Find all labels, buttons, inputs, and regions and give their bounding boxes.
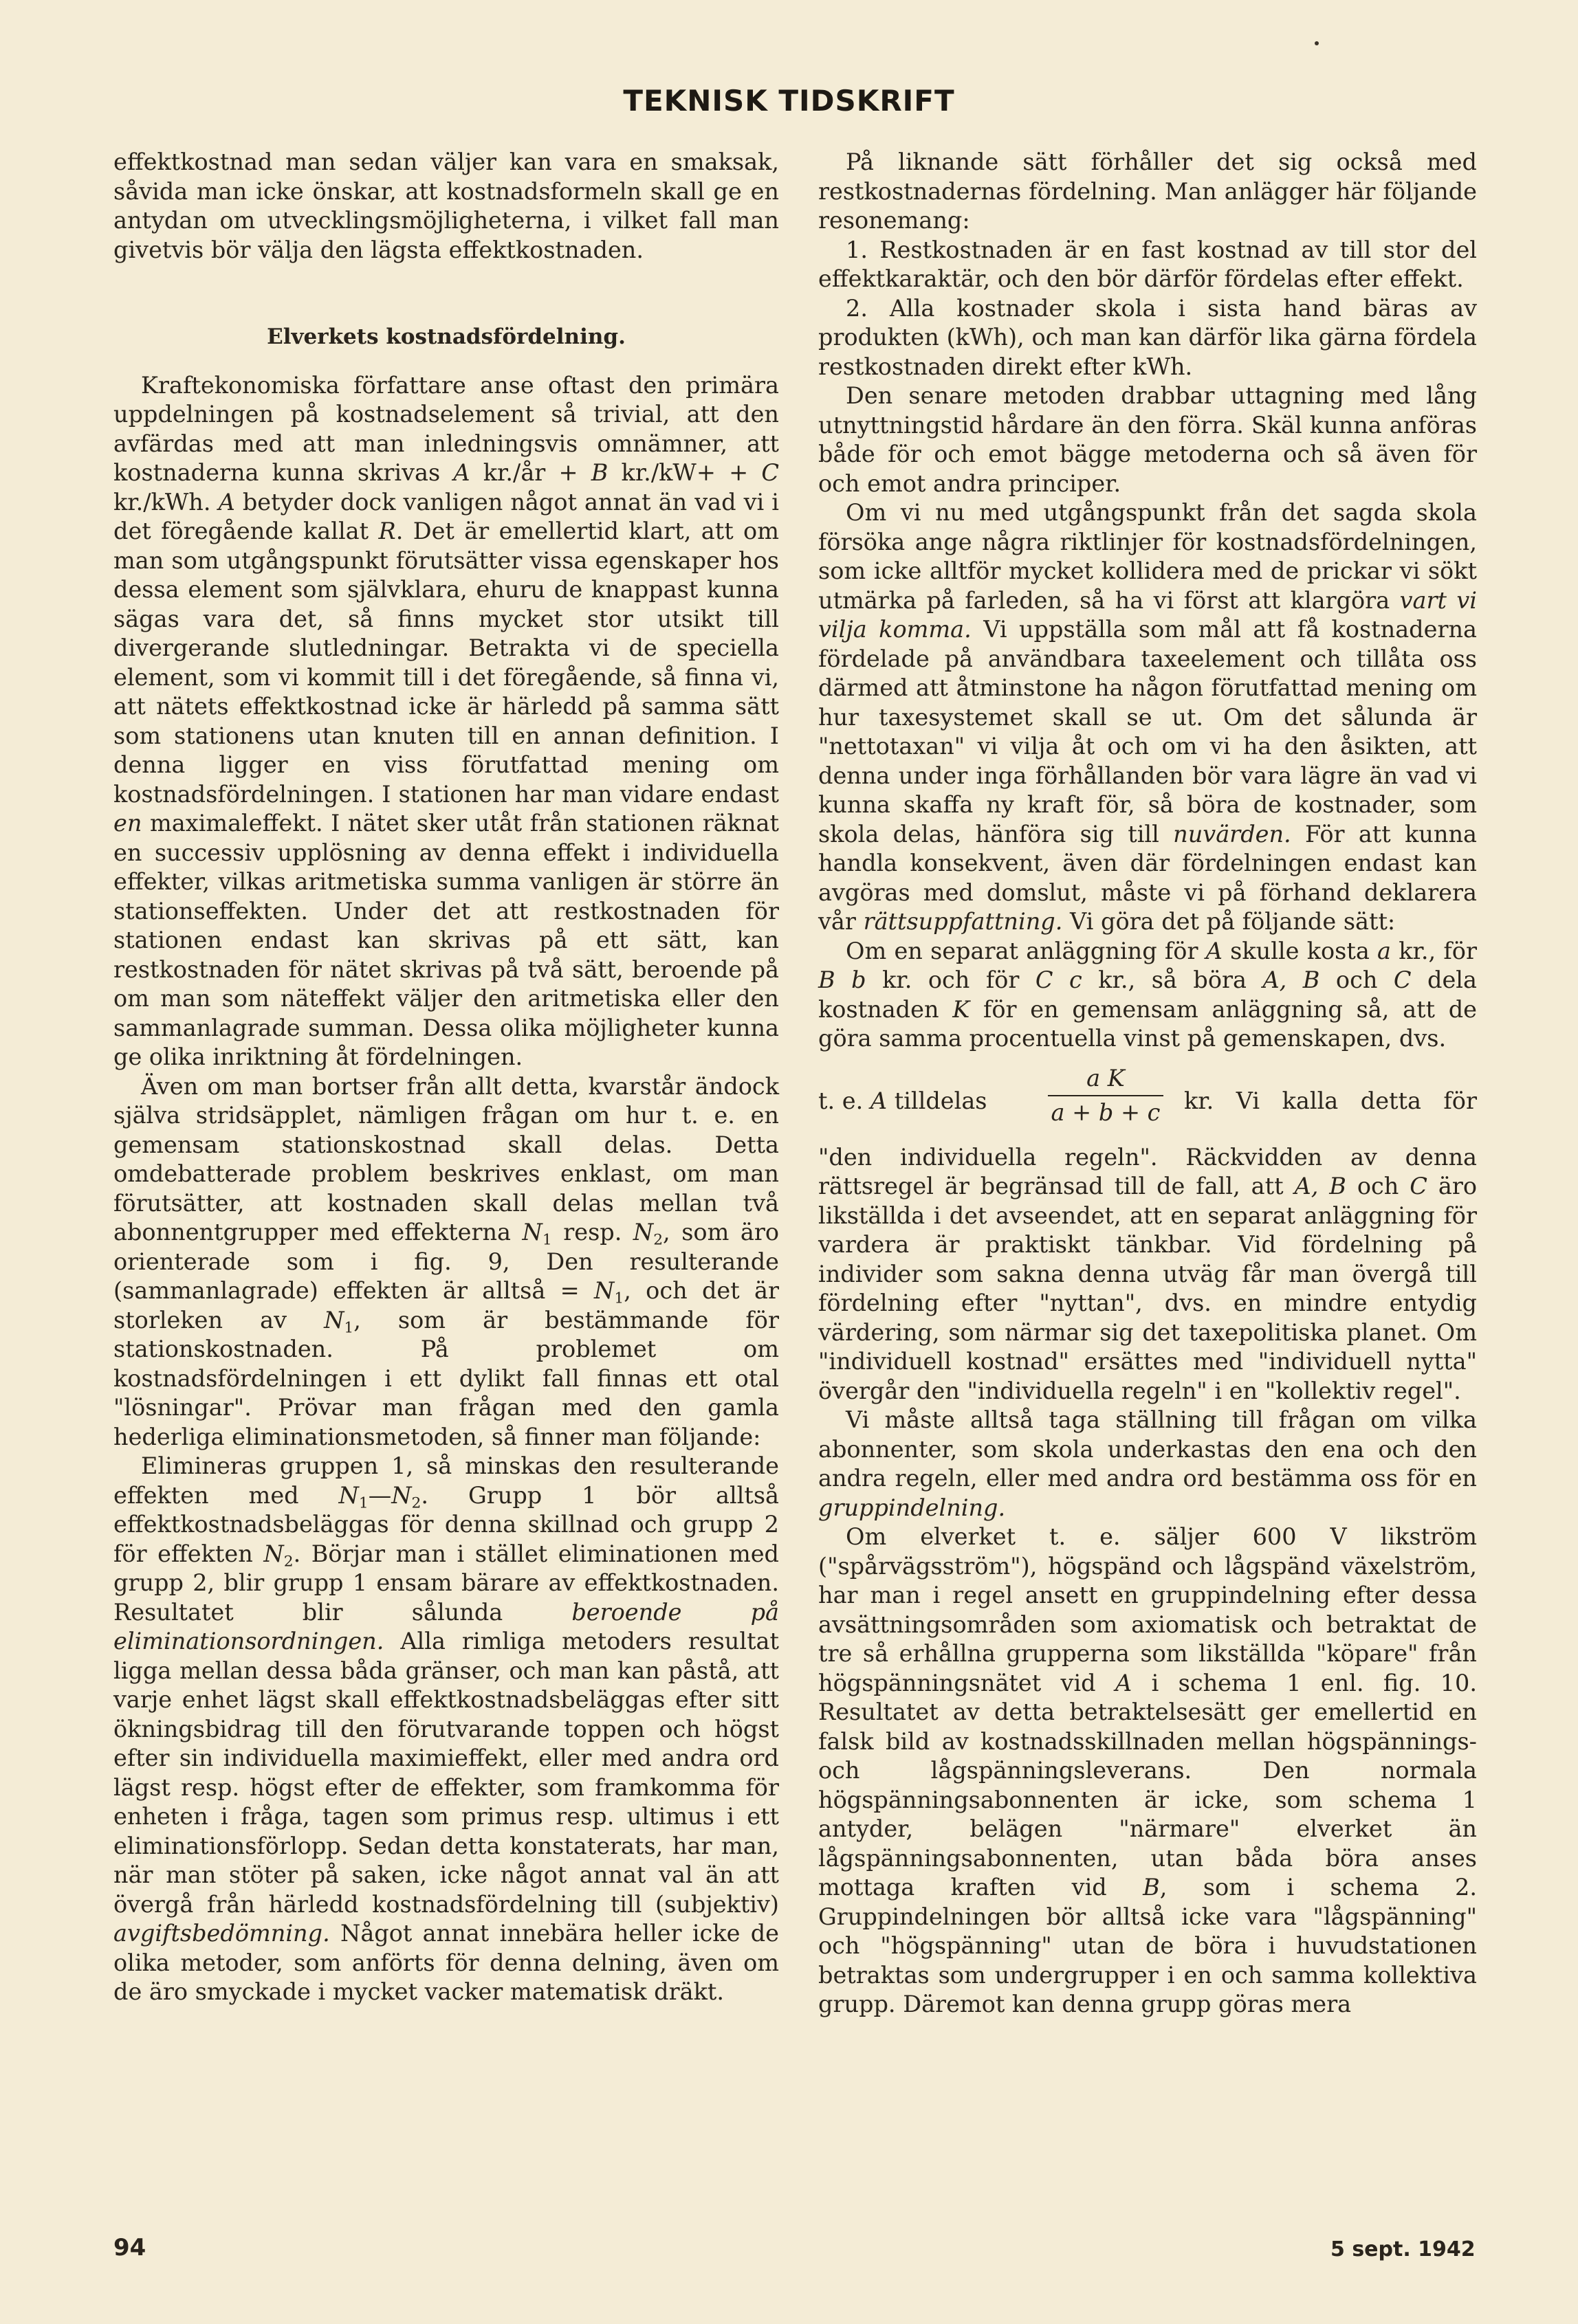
paragraph: Kraftekonomiska författare anse oftast den primära uppdelningen på kostnadselement så trivial, att den avfärdas med att man inledningsvis omnämner, att kostnaderna kunna skrivas A kr./år + B kr./kW+ + C kr./kWh. A betyder dock vanligen något annat än vad vi i det föregående kallat R. Det är emellertid klart, att om man som utgångspunkt förutsätter vissa egenskaper hos dessa element som självklara, ehuru de knappast kunna sägas vara det, så finns mycket stor utsikt till divergerande slutledningar. Betrakta vi de speciella element, som vi kommit till i det föregående, så finna vi, att nätets effektkostnad icke är härledd på samma sätt som stationens utan knuten till en annan definition. I denna ligger en viss förutfattad mening om kostnadsfördelningen. I stationen har man vidare endast en maximaleffekt. I nätet sker utåt från stationen räknat en successiv upplösning av denna effekt i individuella effekter, vilkas aritmetiska summa vanligen är större än stationseffekten. Under det att restkostnaden för stationen endast kan skrivas på ett sätt, kan restkostnaden för nätet skrivas på två sätt, beroende på om man som näteffekt väljer den aritmetiska eller den sammanlagrade summan. Dessa olika möjligheter kunna ge olika inriktning åt fördelningen. (113, 371, 779, 1070)
formula-lead: t. e. A tilldelas (818, 1087, 987, 1114)
paragraph: Elimineras gruppen 1, så minskas den resulterande effekten med $N_1—N_2$. Grupp 1 bör alltså effektkostnadsbeläggas för denna skillnad och grupp 2 för effekten $N_2$. Börjar man i stället eliminationen med grupp 2, blir grupp 1 ensam bärare av effektkostnaden. Resultatet blir sålunda beroende på eliminationsordningen. Alla rimliga metoders resultat ligga mellan dessa båda gränser, och man kan påstå, att varje enhet lägst skall effektkostnadsbeläggas efter sitt ökningsbidrag till den förutvarande toppen och högst efter sin individuella maximieffekt, eller med andra ord lägst resp. högst efter de effekter, som framkomma för enheten i fråga, tagen som primus resp. ultimus i ett eliminationsförlopp. Sedan detta konstaterats, har man, när man stöter på saken, icke något annat val än att övergå från härledd kostnadsfördelning till (subjektiv) avgiftsbedömning. Något annat innebära heller icke de olika metoder, som anförts för denna delning, även om de äro smyckade i mycket vacker matematisk dräkt. (113, 1452, 779, 2005)
formula-tail: kr. Vi kalla detta för (1184, 1087, 1477, 1114)
paragraph: "den individuella regeln". Räckvidden av denna rättsregel är begränsad till de fall, att A, B och C äro likställda i det avseendet, att en separat anläggning för vardera är praktiskt tänkbar. Vid fördelning på individer som sakna denna utväg får man övergå till fördelning efter "nyttan", dvs. en mindre entydig värdering, som närmar sig det taxepolitiska planet. Om "individuell kostnad" ersättes med "individuell nytta" övergår den "individuella regeln" i en "kollektiv regel". (818, 1143, 1478, 1404)
paragraph: Även om man bortser från allt detta, kvarstår ändock själva stridsäpplet, nämligen frågan om hur t. e. en gemensam stationskostnad skall delas. Detta omdebatterade problem beskrives enklast, om man förutsätter, att kostnaden skall delas mellan två abonnentgrupper med effekterna $N_1$ resp. $N_2$, som äro orienterade som i fig. 9, Den resulterande (sammanlagrade) effekten är alltså = $N_1$, och det är storleken av $N_1$, som är bestämmande för stationskostnaden. På problemet om kostnadsfördelningen i ett dylikt fall finnas ett otal "lösningar". Prövar man frågan med den gamla hederliga eliminationsmetoden, så finner man följande: (113, 1072, 780, 1450)
fraction-bar (1048, 1095, 1163, 1096)
paragraph: På liknande sätt förhåller det sig också med restkostnadernas fördelning. Man anlägger här följande resonemang: (818, 148, 1477, 234)
journal-masthead: TEKNISK TIDSKRIFT (623, 84, 955, 118)
paragraph: Om vi nu med utgångspunkt från det sagda skola försöka ange några riktlinjer för kostnadsfördelningen, som icke alltför mycket kollidera med de prickar vi sökt utmärka på farleden, så ha vi först att klargöra vart vi vilja komma. Vi uppställa som mål att få kostnaderna fördelade på användbara taxeelement och tillåta oss därmed att åtminstone ha någon förutfattad mening om hur taxesystemet skall se ut. Om det sålunda är "nettotaxan" vi vilja åt och om vi ha den åsikten, att denna under inga förhållanden bör vara lägre än vad vi kunna skaffa ny kraft för, så böra de kostnader, som skola delas, hänföra sig till nuvärden. För att kunna handla konsekvent, även där fördelningen endast kan avgöras med domslut, måste vi på förhand deklarera vår rättsuppfattning. Vi göra det på följande sätt: (818, 499, 1478, 935)
formula-fraction (1044, 1063, 1168, 1128)
paragraph: Den senare metoden drabbar uttagning med lång utnyttningstid hårdare än den förra. Skäl kunna anföras både för och emot bägge metoderna och så även för och emot andra principer. (818, 382, 1477, 497)
paragraph: Vi måste alltså taga ställning till frågan om vilka abonnenter, som skola underkastas den ena och den andra regeln, eller med andra ord bestämma oss för en gruppindelning. (818, 1406, 1477, 1521)
paragraph: effektkostnad man sedan väljer kan vara en smaksak, såvida man icke önskar, att kostnadsformeln skall ge en antydan om utvecklingsmöjligheterna, i vilket fall man givetvis bör välja den lägsta effektkostnaden. (113, 148, 779, 263)
print-speck (1315, 41, 1319, 45)
section-heading: Elverkets kostnadsfördelning. (267, 324, 626, 349)
fraction-denominator: a + b + c (1051, 1098, 1161, 1126)
allocation-formula (818, 1063, 1477, 1140)
paragraph: 1. Restkostnaden är en fast kostnad av till stor del effektkaraktär, och den bör därför fördelas efter effekt. (818, 236, 1477, 292)
right-column (818, 148, 1477, 2019)
paragraph: Om en separat anläggning för A skulle kosta a kr., för B b kr. och för C c kr., så böra A, B och C dela kostnaden K för en gemensam anläggning så, att de göra samma procentuella vinst på gemenskapen, dvs. (818, 937, 1477, 1052)
left-column (113, 148, 779, 2007)
paragraph: 2. Alla kostnader skola i sista hand bäras av produkten (kWh), och man kan därför lika gärna fördela restkostnaden direkt efter kWh. (818, 294, 1477, 380)
fraction-numerator: a K (1086, 1064, 1125, 1092)
paragraph: Om elverket t. e. säljer 600 V likström ("spårvägsström"), högspänd och lågspänd växelström, har man i regel ansett en gruppindelning efter dessa avsättningsområden som axiomatisk och betraktat de tre så erhållna grupperna som likställda "köpare" från högspänningsnätet vid A i schema 1 enl. fig. 10. Resultatet av detta betraktelsesätt ger emellertid en falsk bild av kostnadsskillnaden mellan högspännings- och lågspänningsleverans. Den normala högspänningsabonnenten är icke, som schema 1 antyder, belägen "närmare" elverket än lågspänningsabonnenten, utan båda böra anses mottaga kraften vid B, som i schema 2. Gruppindelningen bör alltså icke vara "lågspänning" och "högspänning" utan de böra i huvudstationen betraktas som undergrupper i en och samma kollektiva grupp. Däremot kan denna grupp göras mera (818, 1523, 1478, 2017)
issue-date: 5 sept. 1942 (1330, 2237, 1476, 2261)
page-number: 94 (113, 2234, 146, 2261)
